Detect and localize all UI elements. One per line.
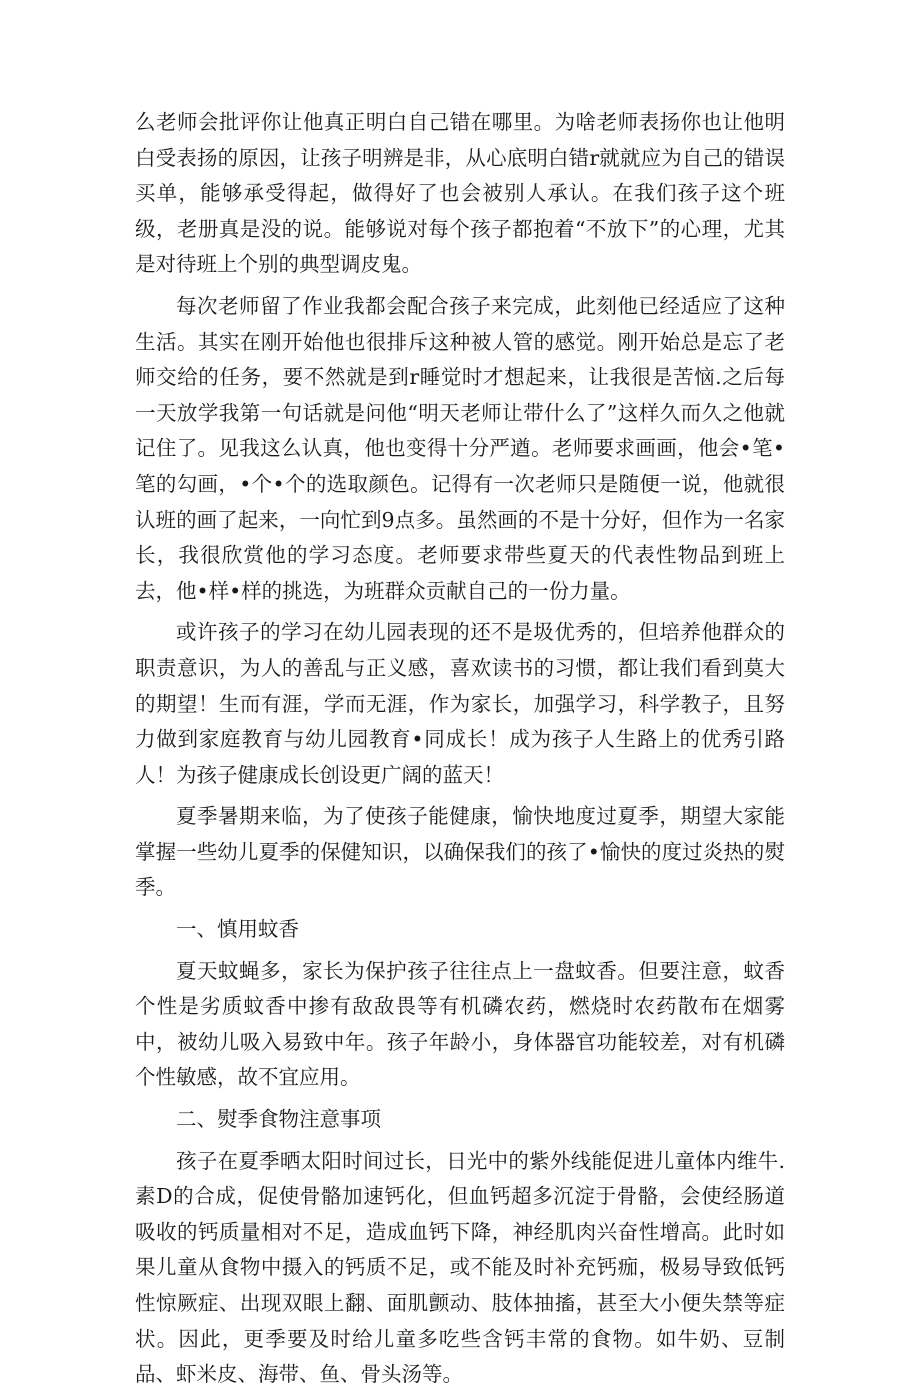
heading-summer-food: 二、熨季食物注意事项	[176, 1107, 381, 1132]
paragraph-teacher-criticism: 么老师会批评你让他真正明白自己错在哪里。为啥老师表扬你也让他明白受表扬的原因，让孩子明辨是非，从心底明白错r就就应为自己的错误买单，能够承受得起，做得好了也会被别人承认。在我们孩子这个班级，老册真是没的说。能够说对每个孩子都抱着“不放下”的心理，尤其是对待班上个别的典型调皮鬼。	[135, 110, 785, 277]
paragraph-expectations: 或许孩子的学习在幼儿园表现的还不是圾优秀的，但培养他群众的职责意识，为人的善乱与正义感，喜欢读书的习惯，都让我们看到莫大的期望！生而有涯，学而无涯，作为家长，加强学习，科学教子，且努力做到家庭教育与幼儿园教育•同成长！成为孩子人生路上的优秀引路人！为孩子健康成长创设更广阔的蓝天！	[135, 620, 785, 787]
paragraph-summer-food: 孩子在夏季晒太阳时间过长，日光中的紫外线能促进儿童体内维牛.素D的合成，促使骨骼加速钙化，但血钙超多沉淀于骨骼，会使经肠道吸收的钙质量相对不足，造成血钙下降，神经肌肉兴奋性增高。此时如果儿童从食物中摄入的钙质不足，或不能及时补充钙痂，极易导致低钙性惊厥症、出现双眼上翻、面肌颤动、肢体抽搐，甚至大小便失禁等症状。因此，更季要及时给儿童多吃些含钙丰常的食物。如牛奶、豆制品、虾米皮、海带、鱼、骨头汤等。	[135, 1148, 785, 1387]
paragraph-summer-intro: 夏季暑期来临，为了使孩子能健康，愉快地度过夏季，期望大家能掌握一些幼儿夏季的保健知识，以确保我们的孩了•愉快的度过炎热的熨季。	[135, 804, 785, 900]
document-page	[135, 105, 785, 1393]
paragraph-mosquito-coil: 夏天蚊蝇多，家长为保护孩子往往点上一盘蚊香。但要注意，蚊香个性是劣质蚊香中掺有敌敌畏等有机磷农药，燃烧时农药散布在烟雾中，被幼儿吸入易致中年。孩子年龄小，身体器官功能较差，对有机磷个性敏感，故不宜应用。	[135, 958, 785, 1090]
paragraph-homework: 每次老师留了作业我都会配合孩子来完成，此刻他已经适应了这种生活。其实在刚开始他也很排斥这种被人管的感觉。刚开始总是忘了老师交给的任务，要不然就是到r睡觉时才想起来，让我很是苦恼.之后每一天放学我第一句话就是问他“明天老师让带什么了”这样久而久之他就记住了。见我这么认真，他也变得十分严遒。老师要求画画，他会•笔•笔的勾画，•个•个的选取颜色。记得有一次老师只是随便一说，他就很认班的画了起来，一向忙到9点多。虽然画的不是十分好，但作为一名家长，我很欣赏他的学习态度。老师要求带些夏天的代表性物品到班上去，他•样•样的挑选，为班群众贡献自己的一份力量。	[135, 293, 785, 603]
heading-mosquito-coil: 一、慎用蚊香	[176, 917, 299, 942]
